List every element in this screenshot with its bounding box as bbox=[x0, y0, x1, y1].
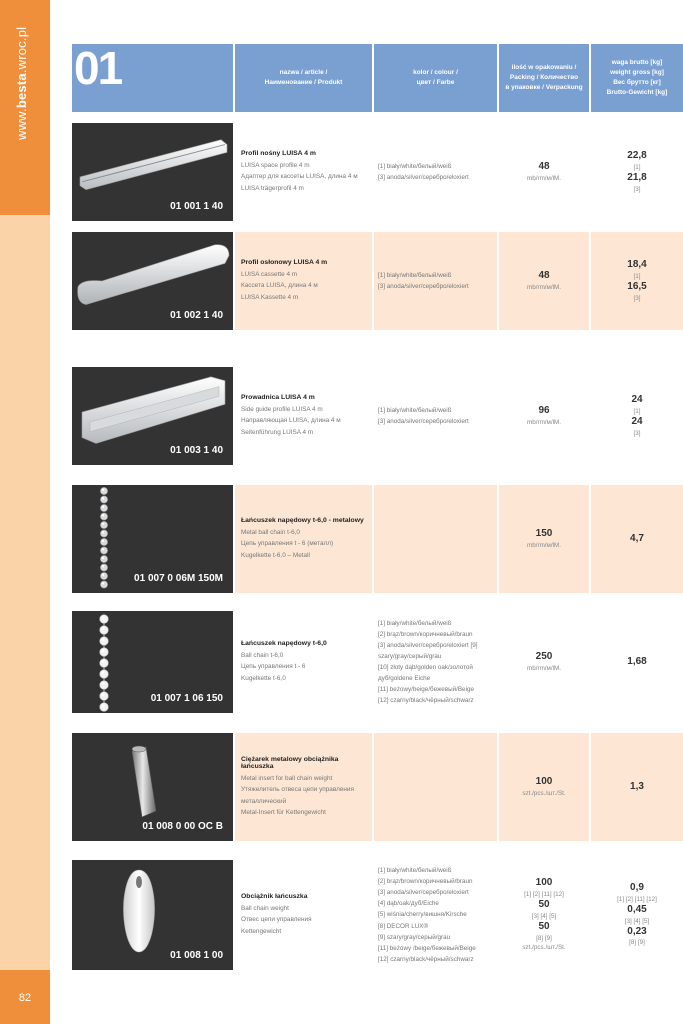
product-image bbox=[72, 860, 233, 970]
color-option: [12] czarny/black/чёрный/schwarz bbox=[378, 955, 474, 963]
color-option: [9] szary/gray/серый/grau bbox=[378, 933, 451, 941]
product-name-cell bbox=[235, 232, 372, 330]
packing-value: 50 bbox=[538, 899, 550, 911]
header-line: weight gross [kg] bbox=[610, 68, 664, 76]
weight-value: 0,45 bbox=[627, 904, 647, 916]
color-option: [4] dąb/oak/дуб/Eiche bbox=[378, 900, 439, 908]
product-name-translation: Side guide profile LUISA 4 m bbox=[241, 406, 323, 414]
product-image bbox=[72, 485, 233, 593]
product-code: 01 001 1 40 bbox=[170, 201, 223, 212]
product-name-translation: Направляющая LUISA, длина 4 м bbox=[241, 417, 341, 425]
product-weight-cell bbox=[591, 232, 683, 330]
product-name-cell bbox=[235, 860, 372, 970]
product-name-translation: Metal ball chain t-6,0 bbox=[241, 529, 300, 537]
product-color-cell bbox=[374, 367, 497, 465]
product-image bbox=[72, 611, 233, 713]
packing-value: szt./pcs./шт./St. bbox=[522, 944, 566, 952]
section-number-cell bbox=[72, 44, 233, 112]
header-line: Packing / Количество bbox=[509, 73, 579, 81]
product-name: Łańcuszek napędowy t-6,0 bbox=[241, 640, 327, 648]
header-line: ilość w opakowaniu / bbox=[511, 63, 577, 71]
product-color-cell bbox=[374, 860, 497, 970]
weight-value: [8] [9] bbox=[629, 939, 645, 947]
product-name-translation: Ball chain t-6,0 bbox=[241, 652, 284, 660]
product-weight-cell bbox=[591, 733, 683, 841]
weight-value: 24 bbox=[631, 416, 643, 427]
weight-value: [1] bbox=[633, 163, 641, 171]
weight-value: 0,9 bbox=[630, 882, 644, 894]
product-name-translation: Metal insert for ball chain weight bbox=[241, 775, 333, 783]
header-weight bbox=[591, 44, 683, 112]
page-number: 82 bbox=[18, 992, 32, 1004]
header-line: kolor / colour / bbox=[413, 68, 458, 76]
color-option: [11] beżowy /beige/бежевый/Beige bbox=[378, 944, 476, 952]
product-name: Łańcuszek napędowy t-6,0 - metalowy bbox=[241, 517, 364, 525]
product-name-translation: Отвес цепи управления bbox=[241, 916, 312, 924]
header-line: Наименование / Produkt bbox=[264, 79, 343, 86]
product-color-cell bbox=[374, 733, 497, 841]
product-weight-cell bbox=[591, 367, 683, 465]
product-name-cell bbox=[235, 611, 372, 713]
header-packing-text bbox=[505, 63, 582, 93]
header-line: Вес брутто [кг] bbox=[613, 79, 661, 86]
weight-value: [3] bbox=[633, 185, 641, 193]
weight-value: 18,4 bbox=[627, 259, 647, 271]
product-code: 01 007 0 06M 150M bbox=[134, 573, 223, 584]
packing-value: 150 bbox=[535, 528, 553, 540]
packing-value: [3] [4] [5] bbox=[531, 912, 557, 920]
color-option: [3] anoda/silver/серебро/eloxiert bbox=[378, 283, 469, 290]
packing-value: mb/rm/м/lM. bbox=[526, 174, 562, 182]
packing-value: 250 bbox=[535, 651, 553, 663]
product-packing-cell bbox=[499, 611, 589, 713]
color-option: [1] biały/white/белый/weiß bbox=[378, 271, 452, 279]
product-name-translation: Адаптер для кассеты LUISA, длина 4 м bbox=[241, 173, 358, 181]
packing-value: szt./pcs./шт./St. bbox=[522, 789, 566, 797]
product-packing-cell bbox=[499, 232, 589, 330]
product-code: 01 007 1 06 150 bbox=[150, 693, 223, 704]
weight-value: 22,8 bbox=[627, 150, 647, 162]
product-name-translation: Кассета LUISA, длина 4 м bbox=[241, 282, 318, 290]
packing-value: mb/rm/м/lM. bbox=[526, 418, 562, 426]
color-option: [1] biały/white/белый/weiß bbox=[378, 406, 452, 414]
product-name-cell bbox=[235, 367, 372, 465]
product-color-cell bbox=[374, 232, 497, 330]
weight-value: [3] bbox=[633, 429, 641, 437]
product-image bbox=[72, 367, 233, 465]
product-name-cell bbox=[235, 733, 372, 841]
product-name-translation: LUISA cassette 4 m bbox=[241, 271, 298, 279]
packing-value: mb/rm/м/lM. bbox=[526, 664, 562, 672]
color-option: [3] anoda/silver/серебро/eloxiert bbox=[378, 174, 469, 181]
product-name-cell bbox=[235, 485, 372, 593]
product-name-translation: Утяжелитель отвеса цепи управления bbox=[241, 786, 354, 794]
color-option: [3] anoda/silver/серебро/eloxiert bbox=[378, 889, 469, 897]
product-name-translation: LUISA Kassette 4 m bbox=[241, 293, 299, 301]
packing-value: 50 bbox=[538, 921, 550, 933]
color-option: szary/gray/серый/grau bbox=[378, 652, 442, 660]
weight-value: 1,3 bbox=[630, 780, 644, 792]
product-name-translation: Kugelkette t-6,0 bbox=[241, 674, 286, 682]
product-color-cell bbox=[374, 485, 497, 593]
color-option: дуб/goldene Eiche bbox=[378, 675, 431, 683]
color-option: [10] złoty dąb/golden oak/золотой bbox=[378, 664, 473, 671]
product-code: 01 008 0 00 OC B bbox=[142, 821, 223, 832]
color-option: [3] anoda/silver/серебро/eloxiert bbox=[378, 418, 469, 425]
color-option: [1] biały/white/белый/weiß bbox=[378, 867, 452, 875]
header-line: в упаковке / Verpackung bbox=[505, 84, 583, 92]
packing-value: 100 bbox=[535, 877, 553, 889]
product-image bbox=[72, 123, 233, 221]
weight-value: 1,68 bbox=[627, 655, 647, 667]
product-name-cell bbox=[235, 123, 372, 221]
product-packing-cell bbox=[499, 367, 589, 465]
product-packing-cell bbox=[499, 733, 589, 841]
color-option: [1] biały/white/белый/weiß bbox=[378, 162, 452, 170]
product-name: Obciążnik łańcuszka bbox=[241, 893, 308, 901]
packing-value: mb/rm/м/lM. bbox=[526, 283, 562, 291]
weight-value: [3] bbox=[633, 294, 641, 302]
product-name-translation: Seitenführung LUISA 4 m bbox=[241, 428, 314, 436]
weight-value: [1] [2] [11] [12] bbox=[617, 895, 657, 903]
header-line: waga brutto [kg] bbox=[611, 58, 663, 66]
header-packing bbox=[499, 44, 589, 112]
product-weight-cell bbox=[591, 611, 683, 713]
packing-value: [8] [9] bbox=[536, 934, 552, 942]
product-color-cell bbox=[374, 123, 497, 221]
header-color bbox=[374, 44, 497, 112]
weight-value: 24 bbox=[631, 394, 643, 406]
product-code: 01 003 1 40 bbox=[170, 445, 223, 456]
header-line: nazwa / article / bbox=[279, 68, 328, 76]
weight-value: 0,23 bbox=[627, 925, 647, 937]
packing-value: 48 bbox=[538, 270, 550, 282]
product-name-translation: Metal-Insert für Kettengewicht bbox=[241, 808, 326, 816]
product-code: 01 008 1 00 bbox=[170, 950, 223, 961]
product-name-translation: Цепь управления t - 6 bbox=[241, 663, 306, 671]
product-name-translation: LUISA trägerprofil 4 m bbox=[241, 184, 304, 192]
weight-value: 4,7 bbox=[630, 532, 644, 544]
packing-value: 100 bbox=[535, 776, 553, 788]
sidebar-strip bbox=[0, 215, 50, 970]
weight-value: [1] bbox=[633, 407, 641, 415]
weight-value: [1] bbox=[633, 272, 641, 280]
color-option: [2] brąz/brown/коричневый/braun bbox=[378, 630, 473, 638]
product-name-translation: Цепь управления t - 6 (металл) bbox=[241, 540, 334, 548]
product-name-translation: Kugelkette t-6,0 – Metall bbox=[241, 551, 310, 559]
product-packing-cell bbox=[499, 860, 589, 970]
product-weight-cell bbox=[591, 485, 683, 593]
product-name-translation: Ball chain weight bbox=[241, 905, 289, 913]
color-option: [2] brąz/brown/коричневый/braun bbox=[378, 878, 473, 886]
product-image bbox=[72, 232, 233, 330]
product-code: 01 002 1 40 bbox=[170, 310, 223, 321]
header-color-text bbox=[413, 68, 458, 88]
product-packing-cell bbox=[499, 123, 589, 221]
product-name: Prowadnica LUISA 4 m bbox=[241, 394, 315, 402]
header-name bbox=[235, 44, 372, 112]
product-weight-cell bbox=[591, 123, 683, 221]
product-name-translation: LUISA space profile 4 m bbox=[241, 162, 310, 170]
color-option: [11] beżowy/beige/бежевый/Beige bbox=[378, 686, 474, 694]
header-weight-text bbox=[607, 58, 668, 98]
site-url[interactable]: www.besta.wroc.pl bbox=[14, 26, 29, 140]
product-name-translation: Kettengewicht bbox=[241, 927, 282, 935]
color-option: [12] czarny/black/чёрный/schwarz bbox=[378, 697, 474, 705]
product-color-cell bbox=[374, 611, 497, 713]
product-name: Profil nośny LUISA 4 m bbox=[241, 150, 316, 158]
packing-value: mb/rm/м/lM. bbox=[526, 541, 562, 549]
product-image bbox=[72, 733, 233, 841]
packing-value: 48 bbox=[538, 161, 550, 173]
color-option: [3] anoda/silver/серебро/eloxiert [9] bbox=[378, 641, 478, 649]
color-option: [5] wiśnia/cherry/вишня/Kirsche bbox=[378, 911, 467, 919]
color-option: [8] DECOR LUX® bbox=[378, 922, 429, 930]
product-weight-cell bbox=[591, 860, 683, 970]
product-packing-cell bbox=[499, 485, 589, 593]
weight-value: [3] [4] [5] bbox=[624, 917, 650, 925]
section-number: 01 bbox=[74, 42, 122, 94]
product-name-translation: металлический bbox=[241, 797, 287, 805]
weight-value: 16,5 bbox=[627, 281, 647, 292]
product-name: Profil osłonowy LUISA 4 m bbox=[241, 259, 328, 267]
color-option: [1] biały/white/белый/weiß bbox=[378, 619, 452, 627]
packing-value: 96 bbox=[538, 405, 550, 417]
packing-value: [1] [2] [11] [12] bbox=[524, 890, 564, 898]
header-line: цвет / Farbe bbox=[416, 79, 455, 86]
header-name-text bbox=[265, 68, 343, 88]
header-line: Brutto-Gewicht [kg] bbox=[606, 89, 668, 97]
weight-value: 21,8 bbox=[627, 172, 647, 183]
product-name: Ciężarek metalowy obciążnika łańcuszka bbox=[241, 756, 339, 771]
